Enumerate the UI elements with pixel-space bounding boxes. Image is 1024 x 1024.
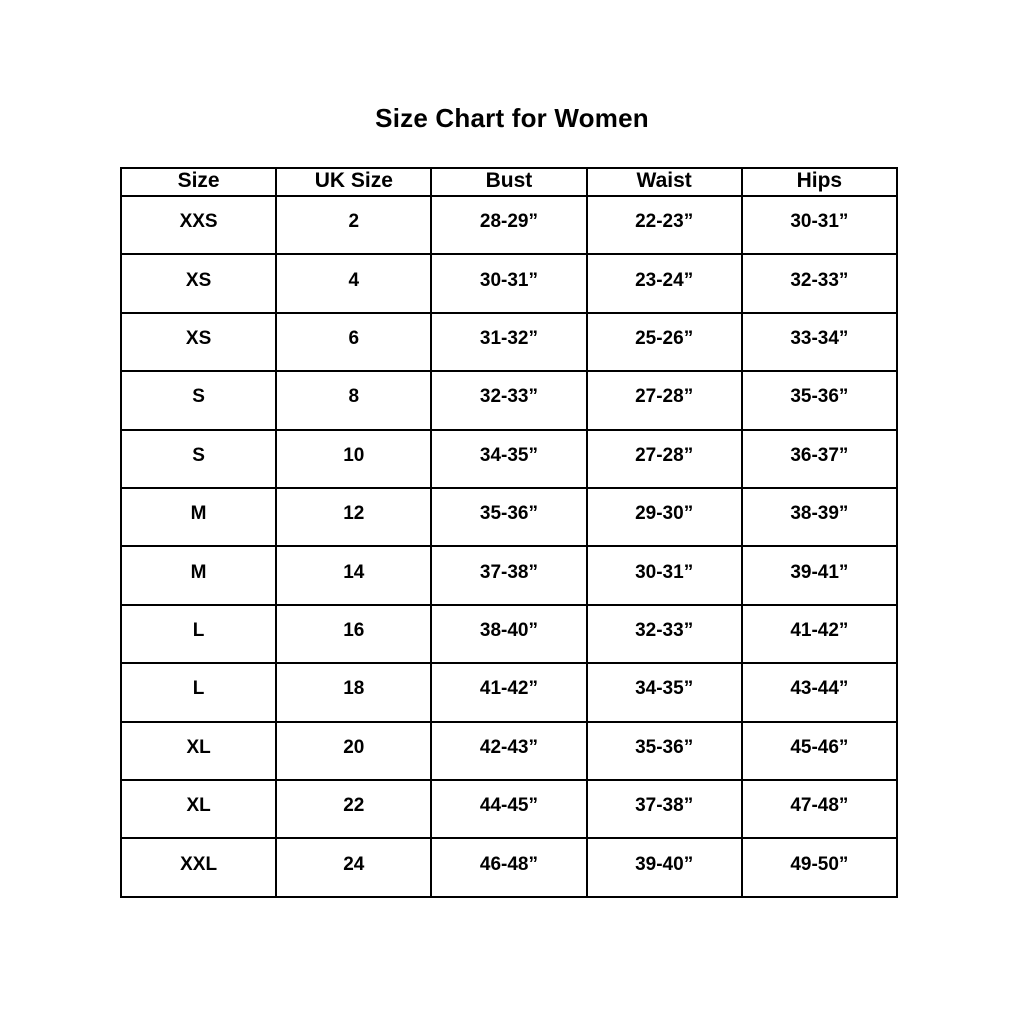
- table-cell: 41-42”: [431, 663, 586, 721]
- table-cell: 30-31”: [742, 196, 897, 254]
- table-cell: 36-37”: [742, 430, 897, 488]
- table-cell: 39-41”: [742, 546, 897, 604]
- table-cell: M: [121, 488, 276, 546]
- page-title: Size Chart for Women: [375, 103, 649, 133]
- table-cell: 38-40”: [431, 605, 586, 663]
- table-row: [121, 371, 897, 429]
- header-row: [121, 168, 897, 196]
- table-row: [121, 254, 897, 312]
- table-cell: 20: [276, 722, 431, 780]
- table-cell: 34-35”: [431, 430, 586, 488]
- table-cell: 41-42”: [742, 605, 897, 663]
- table-row: [121, 313, 897, 371]
- column-header: Size: [121, 168, 276, 196]
- table-cell: 35-36”: [431, 488, 586, 546]
- column-header: UK Size: [276, 168, 431, 196]
- table-cell: 37-38”: [431, 546, 586, 604]
- table-cell: 31-32”: [431, 313, 586, 371]
- table-cell: S: [121, 430, 276, 488]
- table-row: [121, 196, 897, 254]
- table-cell: 25-26”: [587, 313, 742, 371]
- table-cell: XS: [121, 254, 276, 312]
- table-header: [121, 168, 897, 196]
- table-cell: 29-30”: [587, 488, 742, 546]
- table-cell: 30-31”: [431, 254, 586, 312]
- table-cell: 28-29”: [431, 196, 586, 254]
- table-cell: 16: [276, 605, 431, 663]
- table-cell: 27-28”: [587, 371, 742, 429]
- table-cell: 4: [276, 254, 431, 312]
- table-cell: 38-39”: [742, 488, 897, 546]
- table-cell: 32-33”: [742, 254, 897, 312]
- table-cell: 47-48”: [742, 780, 897, 838]
- table-cell: 37-38”: [587, 780, 742, 838]
- table-cell: 12: [276, 488, 431, 546]
- table-row: [121, 838, 897, 897]
- table-cell: 42-43”: [431, 722, 586, 780]
- table-cell: 35-36”: [742, 371, 897, 429]
- column-header: Bust: [431, 168, 586, 196]
- table-cell: 27-28”: [587, 430, 742, 488]
- table-cell: L: [121, 605, 276, 663]
- table-cell: 10: [276, 430, 431, 488]
- table-cell: 49-50”: [742, 838, 897, 897]
- table-cell: 45-46”: [742, 722, 897, 780]
- table-cell: 23-24”: [587, 254, 742, 312]
- table-cell: L: [121, 663, 276, 721]
- table-cell: M: [121, 546, 276, 604]
- table-cell: 30-31”: [587, 546, 742, 604]
- size-chart-table: [120, 167, 898, 898]
- table-cell: S: [121, 371, 276, 429]
- table-row: [121, 488, 897, 546]
- table-cell: 8: [276, 371, 431, 429]
- table-cell: 32-33”: [587, 605, 742, 663]
- table-cell: XXS: [121, 196, 276, 254]
- table-row: [121, 663, 897, 721]
- column-header: Hips: [742, 168, 897, 196]
- table-cell: 14: [276, 546, 431, 604]
- table-cell: XXL: [121, 838, 276, 897]
- table-cell: 44-45”: [431, 780, 586, 838]
- table-cell: 22-23”: [587, 196, 742, 254]
- table-cell: 24: [276, 838, 431, 897]
- table-cell: 32-33”: [431, 371, 586, 429]
- table-cell: 34-35”: [587, 663, 742, 721]
- table-cell: 33-34”: [742, 313, 897, 371]
- table-cell: XL: [121, 722, 276, 780]
- table-cell: 46-48”: [431, 838, 586, 897]
- table-row: [121, 605, 897, 663]
- table-row: [121, 546, 897, 604]
- table-cell: 2: [276, 196, 431, 254]
- table-cell: 22: [276, 780, 431, 838]
- table-cell: XS: [121, 313, 276, 371]
- table-row: [121, 780, 897, 838]
- table-cell: XL: [121, 780, 276, 838]
- column-header: Waist: [587, 168, 742, 196]
- table-cell: 18: [276, 663, 431, 721]
- table-cell: 39-40”: [587, 838, 742, 897]
- table-body: [121, 196, 897, 897]
- table-row: [121, 722, 897, 780]
- table-cell: 35-36”: [587, 722, 742, 780]
- table-row: [121, 430, 897, 488]
- table-cell: 43-44”: [742, 663, 897, 721]
- table-cell: 6: [276, 313, 431, 371]
